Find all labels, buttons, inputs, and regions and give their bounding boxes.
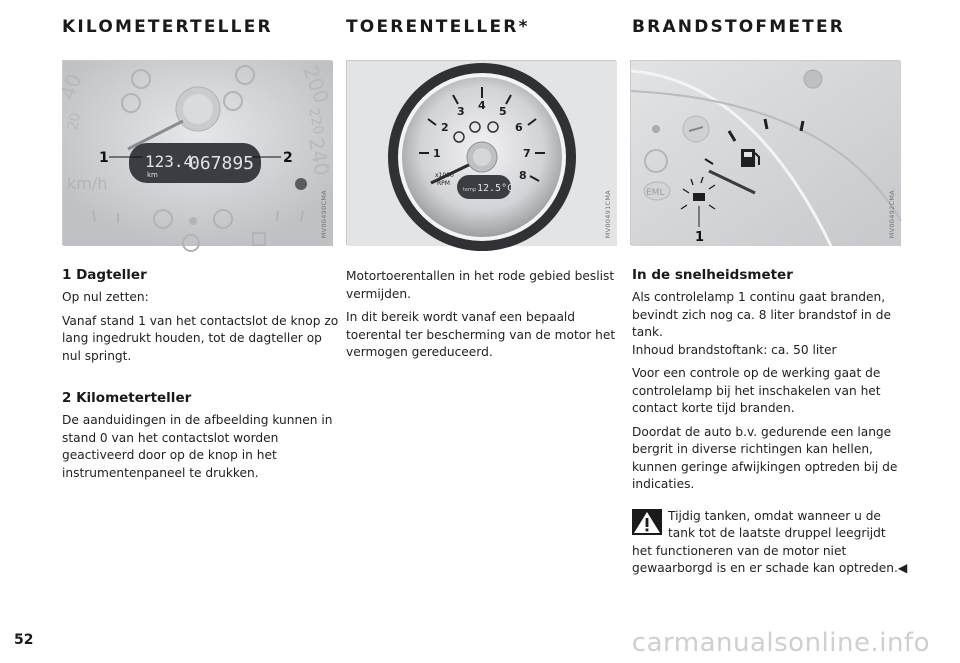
tachometer-figure <box>346 60 616 245</box>
rpm-number: 8 <box>519 169 527 182</box>
rpm-number: 3 <box>457 105 465 118</box>
display-trip: 123.4 <box>145 152 194 171</box>
temp-small: temp <box>463 187 477 193</box>
temp-display: 12.5°C <box>477 183 514 194</box>
dial-unit: km/h <box>67 174 108 193</box>
display-unit: km <box>147 171 158 179</box>
callout-2: 2 <box>283 150 293 166</box>
callout-1: 1 <box>99 150 109 166</box>
heading-kilometerteller: KILOMETERTELLER <box>62 17 273 37</box>
warning-line-2: tank tot de laatste druppel leegrijdt <box>668 526 886 540</box>
column-kilometerteller <box>62 262 342 488</box>
rpm-label: RPM <box>437 180 450 187</box>
tank-capacity: Inhoud brandstoftank: ca. 50 liter <box>632 342 837 357</box>
warning-line-1: Tijdig tanken, omdat wanneer u de <box>668 508 881 523</box>
fuel-gauge-figure <box>630 60 900 245</box>
rpm-number: 1 <box>433 147 441 160</box>
scale-label: 200 <box>298 62 334 107</box>
brandstof-p2: Voor een controle op de werking gaat de controlelamp bij het inschakelen van het contact korte tijd branden. <box>632 366 881 415</box>
scale-label: 20 <box>65 111 85 132</box>
scale-label: 220 <box>305 106 327 136</box>
rpm-multiplier: x1000 <box>435 172 454 179</box>
watermark: carmanualsonline.info <box>631 628 930 658</box>
brandstof-p1 <box>632 289 912 359</box>
toerenteller-p1: Motortoerentallen in het rode gebied beslist vermijden. <box>346 269 615 301</box>
warning-rest: het functioneren van de motor niet gewaarborgd is en er schade kan optreden. <box>632 543 898 575</box>
rpm-number: 2 <box>441 121 449 134</box>
figure-code: MV00492CMA <box>888 189 896 238</box>
section-dagteller-p1: Op nul zetten: <box>62 290 149 304</box>
reset-knob-icon <box>295 178 307 190</box>
scale-label: 240 <box>304 135 335 178</box>
section-kilometerteller-p1: De aanduidingen in de afbeelding kunnen in stand 0 van het contactslot worden geactiveerd door op de knop in het instrumentenpaneel te drukken. <box>62 413 333 480</box>
callout-1: 1 <box>695 230 705 245</box>
rpm-number: 5 <box>499 105 507 118</box>
figure-code: MV00491CMA <box>604 189 612 238</box>
fuel-warning-note <box>632 508 912 578</box>
end-mark-icon: ◀ <box>897 561 908 575</box>
odometer-figure <box>55 60 335 245</box>
column-toerenteller <box>346 268 626 368</box>
section-dagteller-title: 1 Dagteller <box>62 267 147 283</box>
rpm-number: 4 <box>478 99 486 112</box>
heading-toerenteller: TOERENTELLER* <box>346 17 530 37</box>
tachometer-illustration <box>347 61 617 246</box>
section-kilometerteller-title: 2 Kilometerteller <box>62 390 192 406</box>
column-brandstofmeter <box>632 262 912 578</box>
fuel-pump-icon <box>741 149 755 167</box>
eml-label: EML <box>646 188 665 198</box>
snelheidsmeter-title: In de snelheidsmeter <box>632 267 793 283</box>
scale-label: 40 <box>55 70 87 103</box>
odometer-illustration <box>55 61 335 246</box>
figure-code: MV00490CMA <box>320 189 328 238</box>
heading-brandstofmeter: BRANDSTOFMETER <box>632 17 846 37</box>
rpm-number: 7 <box>523 147 531 160</box>
toerenteller-p2: In dit bereik wordt vanaf een bepaald toerental ter bescherming van de motor het vermogen gereduceerd. <box>346 310 616 359</box>
fuel-gauge-illustration <box>631 61 901 246</box>
brandstof-p3: Doordat de auto b.v. gedurende een lange bergrit in diverse richtingen kan hellen, kunnen geringe afwijkingen optreden bij de indicaties. <box>632 424 898 491</box>
page-number: 52 <box>14 632 34 648</box>
warning-triangle-icon <box>632 509 662 535</box>
warning-text <box>632 508 912 578</box>
fuel-warning-lamp-icon <box>693 193 705 201</box>
brandstof-p1-text: Als controlelamp 1 continu gaat branden, bevindt zich nog ca. 8 liter brandstof in de tank. <box>632 290 891 339</box>
section-dagteller-p2: Vanaf stand 1 van het contactslot de knop zo lang ingedrukt houden, tot de dagteller op nul springt. <box>62 313 339 363</box>
rpm-number: 6 <box>515 121 523 134</box>
display-total: 067895 <box>189 153 255 174</box>
